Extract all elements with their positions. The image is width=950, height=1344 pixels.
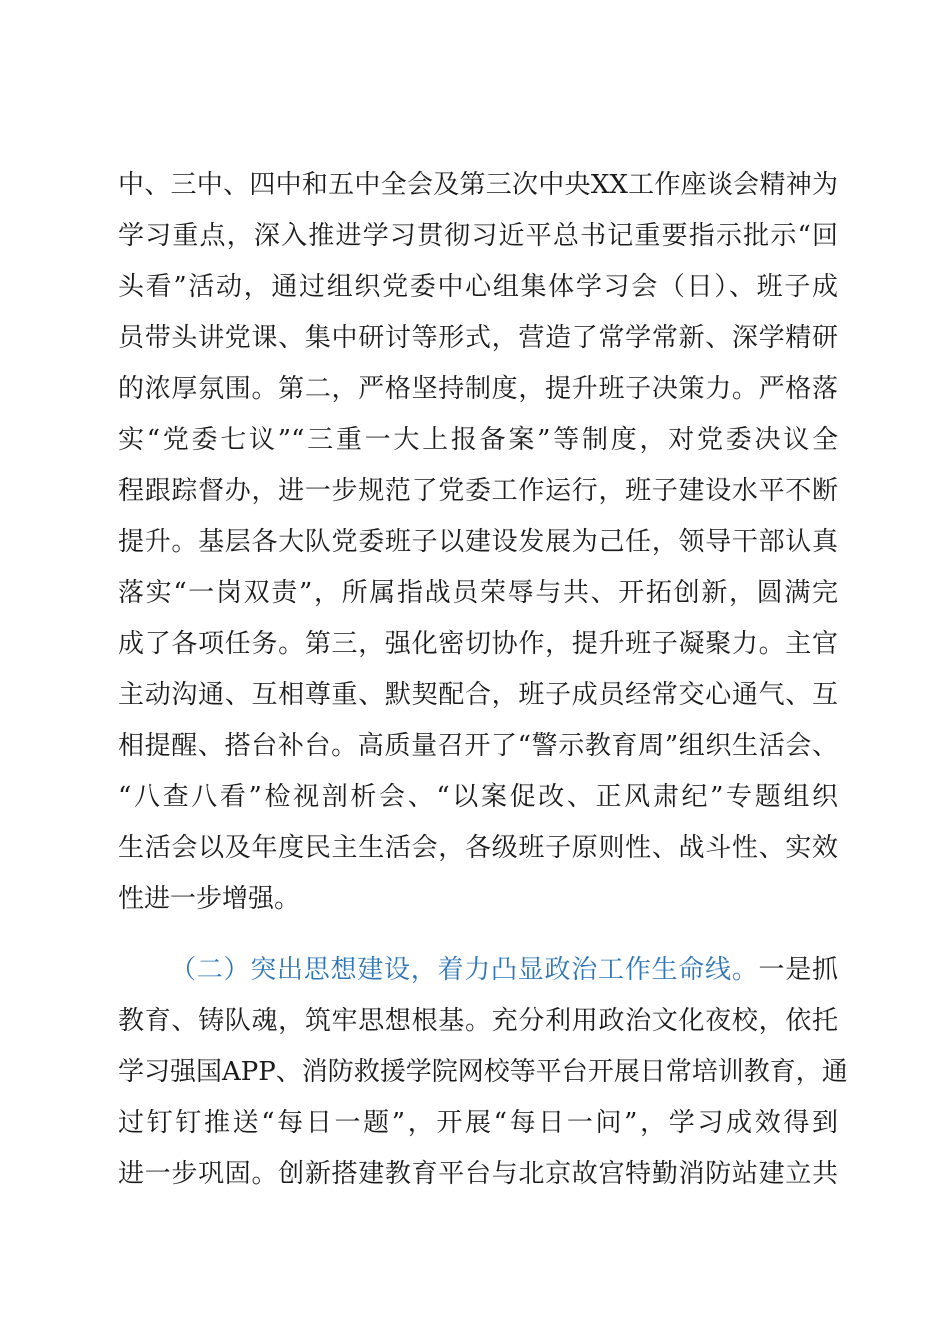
paragraph-2 [118,945,848,1200]
text-line: 落实“一岗双责”，所属指战员荣辱与共、开拓创新，圆满完 [118,578,838,608]
text-line: 教育、铸队魂，筑牢思想根基。充分利用政治文化夜校，依托 [118,1006,838,1036]
text-line: 的浓厚氛围。第二，严格坚持制度，提升班子决策力。严格落 [118,374,838,404]
text-line: 生活会以及年度民主生活会，各级班子原则性、战斗性、实效 [118,833,838,863]
text-line: 性进一步增强。 [118,884,301,914]
section-heading-line [118,945,838,996]
paragraph-gap [118,925,838,945]
text-line: 成了各项任务。第三，强化密切协作，提升班子凝聚力。主官 [118,629,838,659]
text-line: 主动沟通、互相尊重、默契配合，班子成员经常交心通气、互 [118,680,838,710]
text-line: 相提醒、搭台补台。高质量召开了“警示教育周”组织生活会、 [118,731,838,761]
text-line: 提升。基层各大队党委班子以建设发展为己任，领导干部认真 [118,527,838,557]
text-line: “八查八看”检视剖析会、“以案促改、正风肃纪”专题组织 [118,782,838,812]
text-line: 实“党委七议”“三重一大上报备案”等制度，对党委决议全 [118,425,838,455]
text-line: 过钉钉推送“每日一题”，开展“每日一问”，学习成效得到 [118,1108,838,1138]
text-line: 头看”活动，通过组织党委中心组集体学习会（日）、班子成 [118,272,838,302]
text-line: 学习重点，深入推进学习贯彻习近平总书记重要指示批示“回 [118,221,838,251]
document-body [118,160,848,1200]
text-line: 程跟踪督办，进一步规范了党委工作运行，班子建设水平不断 [118,476,838,506]
text-line: 中、三中、四中和五中全会及第三次中央XX工作座谈会精神为 [118,170,838,200]
heading-line-text: 一是抓 [758,955,838,985]
text-line: 员带头讲党课、集中研讨等形式，营造了常学常新、深学精研 [118,323,838,353]
text-line: 进一步巩固。创新搭建教育平台与北京故宫特勤消防站建立共 [118,1159,838,1189]
section-heading: （二）突出思想建设，着力凸显政治工作生命线。 [170,955,759,985]
paragraph-1 [118,160,838,925]
text-line: 学习强国APP、消防救援学院网校等平台开展日常培训教育，通 [118,1057,848,1087]
